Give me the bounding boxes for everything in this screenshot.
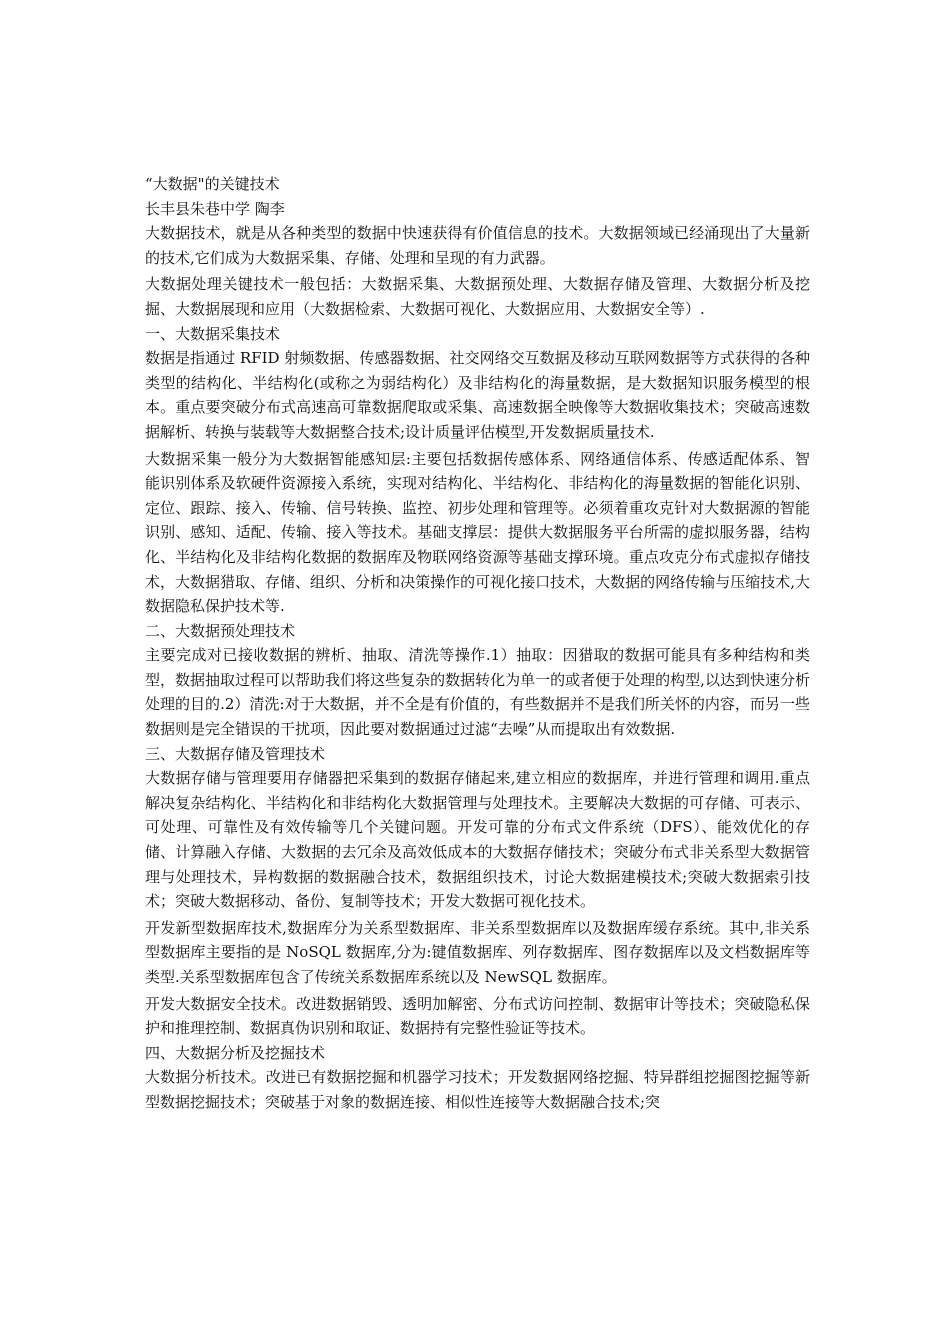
overview-paragraph: 大数据处理关键技术一般包括：大数据采集、大数据预处理、大数据存储及管理、大数据分析及挖掘、大数据展现和应用（大数据检索、大数据可视化、大数据应用、大数据安全等）. bbox=[145, 275, 810, 318]
document-author: 长丰县朱巷中学 陶李 bbox=[145, 199, 285, 218]
section-heading-storage: 三、大数据存储及管理技术 bbox=[145, 744, 326, 763]
collection-paragraph-2: 大数据采集一般分为大数据智能感知层:主要包括数据传感体系、网络通信体系、传感适配体系、智能识别体系及软硬件资源接入系统，实现对结构化、半结构化、非结构化的海量数据的智能化识别、定位、跟踪、接入、传输、信号转换、监控、初步处理和管理等。必须着重攻克针对大数据源的智能识别、感知、适配、传输、接入等技术。基础支撑层：提供大数据服务平台所需的虚拟服务器，结构化、半结构化及非结构化数据的数据库及物联网络资源等基础支撑环境。重点攻克分布式虚拟存储技术，大数据猎取、存储、组织、分析和决策操作的可视化接口技术，大数据的网络传输与压缩技术,大数据隐私保护技术等. bbox=[145, 449, 810, 616]
storage-paragraph-3: 开发大数据安全技术。改进数据销毁、透明加解密、分布式访问控制、数据审计等技术；突破隐私保护和推理控制、数据真伪识别和取证、数据持有完整性验证等技术。 bbox=[145, 994, 810, 1038]
intro-paragraph: 大数据技术，就是从各种类型的数据中快速获得有价值信息的技术。大数据领域已经涌现出了大量新的技术,它们成为大数据采集、存储、处理和呈现的有力武器。 bbox=[145, 224, 810, 267]
document-page bbox=[145, 172, 810, 1115]
document-title: “大数据"的关键技术 bbox=[145, 175, 280, 193]
storage-paragraph-1: 大数据存储与管理要用存储器把采集到的数据存储起来,建立相应的数据库，并进行管理和调用.重点解决复杂结构化、半结构化和非结构化大数据管理与处理技术。主要解决大数据的可存储、可表示、可处理、可靠性及有效传输等几个关键问题。开发可靠的分布式文件系统（DFS）、能效优化的存储、计算融入存储、大数据的去冗余及高效低成本的大数据存储技术；突破分布式非关系型大数据管理与处理技术，异构数据的数据融合技术，数据组织技术，讨论大数据建模技术;突破大数据索引技术；突破大数据移动、备份、复制等技术；开发大数据可视化技术。 bbox=[145, 769, 810, 911]
section-heading-preprocessing: 二、大数据预处理技术 bbox=[145, 621, 296, 640]
preprocessing-paragraph: 主要完成对已接收数据的辨析、抽取、清洗等操作.1）抽取：因猎取的数据可能具有多种结构和类型，数据抽取过程可以帮助我们将这些复杂的数据转化为单一的或者便于处理的构型,以达到快速分析处理的目的.2）清洗:对于大数据，并不全是有价值的，有些数据并不是我们所关怀的内容，而另一些数据则是完全错误的干扰项，因此要对数据通过过滤“去噪”从而提取出有效数据. bbox=[145, 646, 810, 739]
section-heading-analysis: 四、大数据分析及挖掘技术 bbox=[145, 1043, 326, 1062]
section-heading-collection: 一、大数据采集技术 bbox=[145, 324, 281, 343]
analysis-paragraph: 大数据分析技术。改进已有数据挖掘和机器学习技术；开发数据网络挖掘、特异群组挖掘图挖掘等新型数据挖掘技术；突破基于对象的数据连接、相似性连接等大数据融合技术;突 bbox=[145, 1068, 810, 1111]
collection-paragraph-1: 数据是指通过 RFID 射频数据、传感器数据、社交网络交互数据及移动互联网数据等方式获得的各种类型的结构化、半结构化(或称之为弱结构化）及非结构化的海量数据，是大数据知识服务模型的根本。重点要突破分布式高速高可靠数据爬取或采集、高速数据全映像等大数据收集技术；突破高速数据解析、转换与装载等大数据整合技术;设计质量评估模型,开发数据质量技术. bbox=[145, 349, 810, 441]
storage-paragraph-2: 开发新型数据库技术,数据库分为关系型数据库、非关系型数据库以及数据库缓存系统。其中,非关系型数据库主要指的是 NoSQL 数据库,分为:键值数据库、列存数据库、图存数据库以及文档数据库等类型.关系型数据库包含了传统关系数据库系统以及 NewSQL 数据库。 bbox=[145, 918, 810, 986]
